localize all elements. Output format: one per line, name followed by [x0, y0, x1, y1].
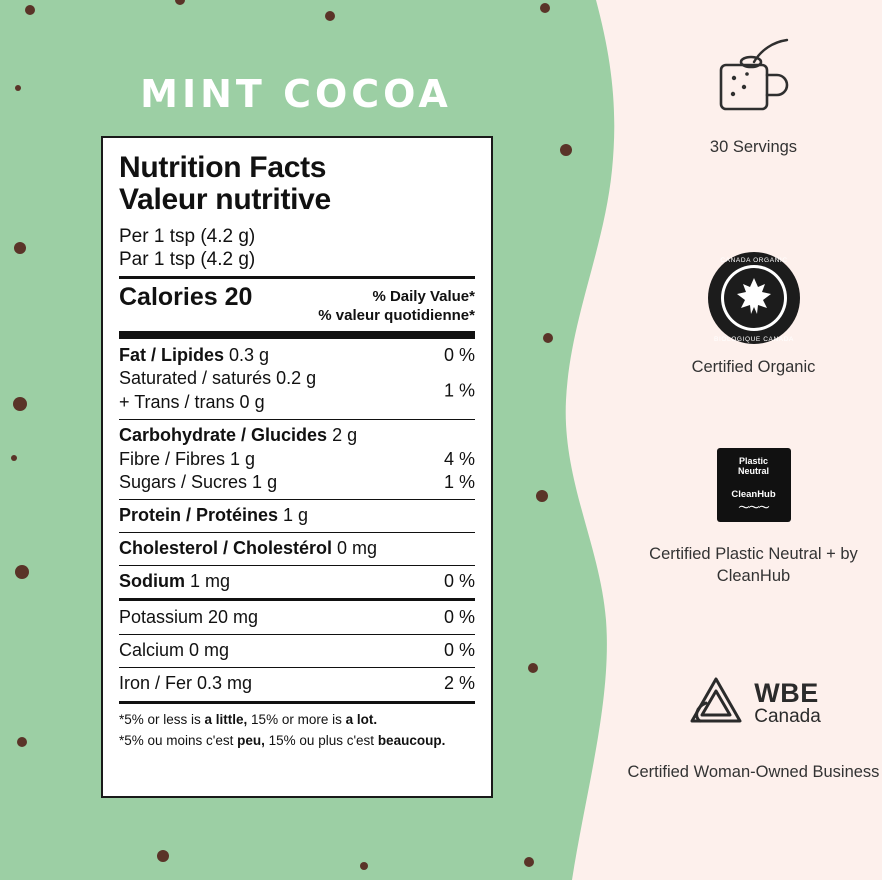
table-row: [119, 471, 475, 495]
divider: [119, 331, 475, 339]
daily-value-label-fr: % valeur quotidienne*: [318, 306, 475, 324]
badge-caption: Certified Plastic Neutral + by CleanHub: [649, 545, 858, 586]
decorative-dot: [14, 242, 26, 254]
badge-wbe-canada: [625, 655, 882, 783]
row-label-bold: Cholesterol / Cholestérol: [119, 537, 333, 558]
nutrition-heading-fr: Valeur nutritive: [119, 183, 331, 217]
decorative-dot: [560, 144, 572, 156]
nutrition-heading-en: Nutrition Facts: [119, 151, 327, 184]
footnote-en-part1: *5% or less is: [119, 711, 205, 727]
decorative-dot: [360, 862, 368, 870]
decorative-dot: [540, 3, 550, 13]
calories-label: Calories 20: [119, 283, 253, 312]
divider: [119, 276, 475, 279]
badge-plastic-neutral: [625, 437, 882, 588]
badge-caption: 30 Servings: [709, 138, 798, 156]
divider: [119, 532, 475, 533]
table-row: [119, 448, 475, 472]
plastic-box-brand: CleanHub: [731, 489, 776, 501]
table-row: [119, 672, 475, 696]
table-row: [119, 367, 475, 391]
table-row: [119, 424, 475, 448]
divider: [119, 565, 475, 566]
table-row: [119, 639, 475, 663]
divider: [119, 499, 475, 500]
footnote-fr-bold1: peu,: [237, 733, 265, 749]
divider: [119, 701, 475, 704]
badge-caption: Certified Woman-Owned Business: [627, 763, 880, 781]
table-row: [119, 344, 475, 368]
decorative-dot: [536, 490, 548, 502]
divider: [119, 598, 475, 601]
calories-row: [119, 284, 475, 326]
row-label-bold: Carbohydrate / Glucides: [119, 424, 328, 445]
row-value: 1 %: [443, 380, 475, 401]
row-value: 0 %: [443, 607, 475, 628]
decorative-dot: [13, 397, 27, 411]
table-row: [119, 537, 475, 561]
footnote-en: [119, 710, 475, 730]
row-label-rest: Saturated / saturés 0.2 g: [119, 368, 317, 389]
badge-organic: [625, 250, 882, 378]
row-label-rest: Potassium 20 mg: [119, 607, 259, 628]
decorative-dot: [25, 5, 35, 15]
row-label-rest: Fibre / Fibres 1 g: [119, 448, 256, 469]
svg-text:CANADA ORGANIC: CANADA ORGANIC: [719, 257, 788, 264]
decorative-dot: [15, 565, 29, 579]
row-label-rest: 1 mg: [185, 570, 231, 591]
certification-badges-column: [625, 0, 882, 880]
row-label-rest: Calcium 0 mg: [119, 640, 230, 661]
decorative-dot: [17, 737, 27, 747]
decorative-dot: [543, 333, 553, 343]
decorative-dot: [157, 850, 169, 862]
table-row: [119, 504, 475, 528]
footnote-en-bold2: a lot.: [345, 711, 378, 727]
row-label-bold: Fat / Lipides: [119, 344, 225, 365]
wbe-logo-line2: Canada: [754, 706, 821, 727]
divider: [119, 419, 475, 420]
row-value: 1 %: [443, 472, 475, 493]
row-value: 2 %: [443, 672, 475, 693]
plastic-box-top: Plastic Neutral: [737, 455, 769, 477]
row-label-rest: 0 mg: [332, 537, 378, 558]
table-row: [119, 570, 475, 594]
row-label-rest: + Trans / trans 0 g: [119, 392, 265, 413]
row-label-bold: Sodium: [119, 570, 185, 591]
badge-caption: Certified Organic: [691, 358, 816, 376]
decorative-dot: [524, 857, 534, 867]
svg-text:BIOLOGIQUE CANADA: BIOLOGIQUE CANADA: [713, 336, 794, 343]
decorative-dot: [11, 455, 17, 461]
row-label-bold: Protein / Protéines: [119, 505, 279, 526]
row-value: 0 %: [443, 640, 475, 661]
decorative-dot: [325, 11, 335, 21]
row-value: 0 %: [443, 570, 475, 591]
row-label-rest: 1 g: [278, 505, 309, 526]
canada-organic-seal-icon: [625, 250, 882, 346]
wbe-logo-line1: WBE: [754, 678, 819, 708]
page-title: MINT COCOA: [140, 72, 452, 116]
footnote-fr-part2: 15% ou plus c'est: [264, 733, 378, 749]
badge-servings: [625, 30, 882, 158]
row-label-rest: 0.3 g: [224, 344, 270, 365]
row-label-rest: 2 g: [327, 424, 358, 445]
serving-size-fr: Par 1 tsp (4.2 g): [119, 248, 256, 270]
footnote-fr-part1: *5% ou moins c'est: [119, 733, 238, 749]
serving-size-en: Per 1 tsp (4.2 g): [119, 225, 256, 247]
row-label-rest: Sugars / Sucres 1 g: [119, 472, 278, 493]
cleanhub-plastic-neutral-icon: [625, 437, 882, 533]
table-row: [119, 391, 475, 415]
footnote-fr: [119, 731, 475, 751]
table-row: [119, 606, 475, 630]
footnote-fr-bold2: beaucoup.: [377, 733, 446, 749]
row-label-rest: Iron / Fer 0.3 mg: [119, 672, 253, 693]
divider: [119, 667, 475, 668]
footnote-en-part2: 15% or more is: [247, 711, 346, 727]
wave-icon: 〜〜〜: [738, 501, 769, 514]
decorative-dot: [528, 663, 538, 673]
row-value: 0 %: [443, 344, 475, 365]
daily-value-label-en: % Daily Value*: [372, 288, 475, 306]
divider: [119, 634, 475, 635]
wbe-canada-logo-icon: [686, 673, 746, 734]
footnote-en-bold1: a little,: [204, 711, 248, 727]
nutrition-facts-panel: [101, 136, 493, 798]
mug-with-spoon-icon: [625, 30, 882, 126]
row-value: 4 %: [443, 448, 475, 469]
